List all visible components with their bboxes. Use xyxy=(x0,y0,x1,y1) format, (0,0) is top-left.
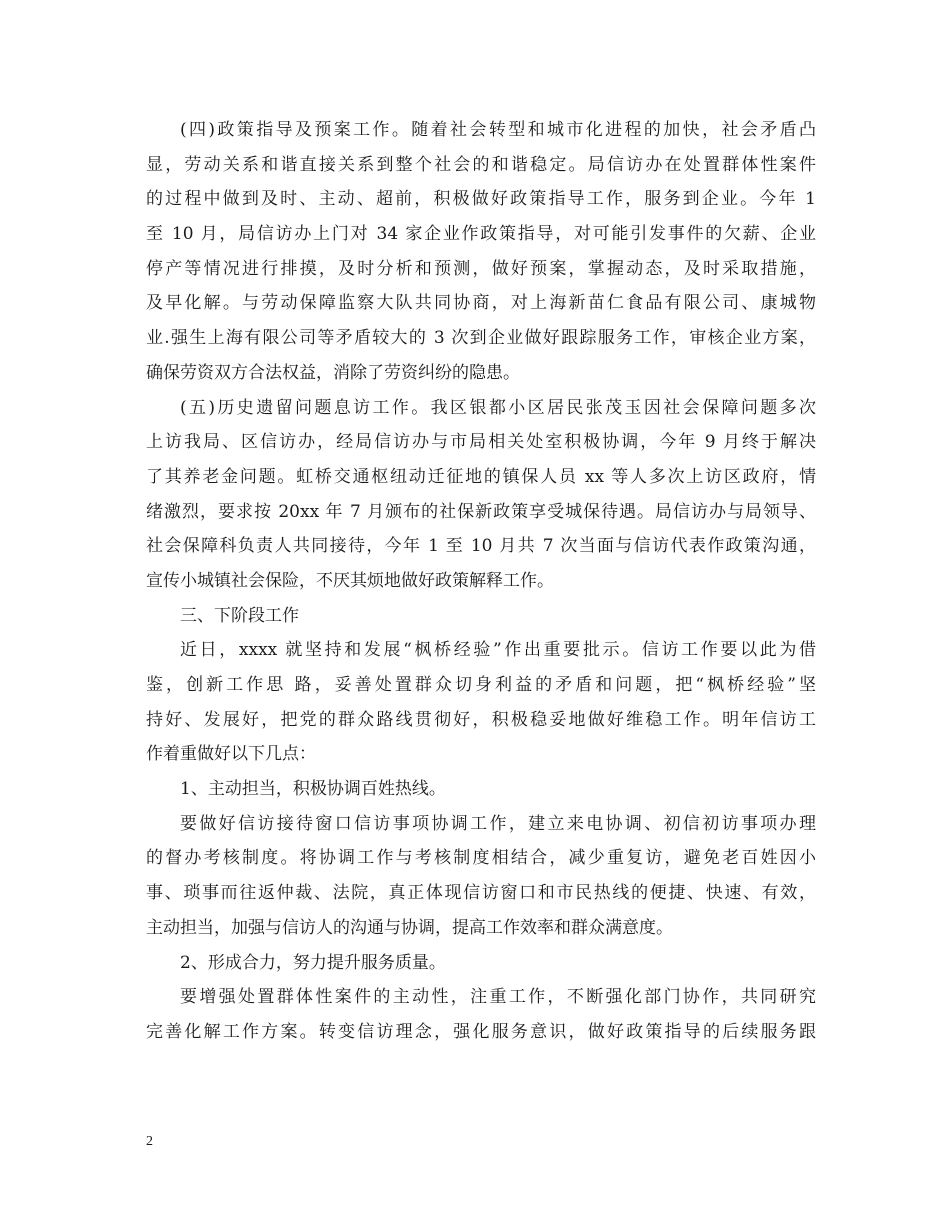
paragraph-line: 完善化解工作方案。转变信访理念，强化服务意识，做好政策指导的后续服务跟 xyxy=(146,1021,816,1042)
paragraph-line: 了其养老金问题。虹桥交通枢纽动迁征地的镇保人员 xx 等人多次上访区政府，情 xyxy=(146,466,816,487)
paragraph-line: 的督办考核制度。将协调工作与考核制度相结合，减少重复访，避免老百姓因小 xyxy=(146,848,816,869)
paragraph-line: 近日，xxxx 就坚持和发展“枫桥经验”作出重要批示。信访工作要以此为借 xyxy=(180,640,816,661)
paragraph-line: 业.强生上海有限公司等矛盾较大的 3 次到企业做好跟踪服务工作，审核企业方案， xyxy=(146,328,816,349)
paragraph-line: 宣传小城镇社会保险，不厌其烦地做好政策解释工作。 xyxy=(146,570,554,591)
paragraph-line: 上访我局、区信访办，经局信访办与市局相关处室积极协调，今年 9 月终于解决 xyxy=(146,432,816,453)
paragraph-line: 的过程中做到及时、主动、超前，积极做好政策指导工作，服务到企业。今年 1 xyxy=(146,189,816,210)
paragraph-line: 停产等情况进行排摸，及时分析和预测，做好预案，掌握动态，及时采取措施， xyxy=(146,258,816,279)
subsection-heading: 1、主动担当，积极协调百姓热线。 xyxy=(180,779,446,800)
paragraph-line: 社会保障科负责人共同接待，今年 1 至 10 月共 7 次当面与信访代表作政策沟通， xyxy=(146,536,816,557)
subsection-heading: 2、形成合力，努力提升服务质量。 xyxy=(180,952,446,973)
paragraph-line: 绪激烈，要求按 20xx 年 7 月颁布的社保新政策享受城保待遇。局信访办与局领导、 xyxy=(146,501,816,522)
section-heading: 三、下阶段工作 xyxy=(180,605,299,626)
paragraph-line: 主动担当，加强与信访人的沟通与协调，提高工作效率和群众满意度。 xyxy=(146,917,673,938)
paragraph-line: (四)政策指导及预案工作。随着社会转型和城市化进程的加快，社会矛盾凸 xyxy=(180,120,816,140)
paragraph-line: 确保劳资双方合法权益，消除了劳资纠纷的隐患。 xyxy=(146,362,520,383)
paragraph-line: 要增强处置群体性案件的主动性，注重工作，不断强化部门协作，共同研究 xyxy=(180,987,816,1008)
page-number: 2 xyxy=(146,1134,153,1149)
paragraph-line: 显，劳动关系和谐直接关系到整个社会的和谐稳定。局信访办在处置群体性案件 xyxy=(146,154,816,175)
paragraph-line: 作着重做好以下几点： xyxy=(146,744,316,765)
document-body xyxy=(146,113,816,1050)
paragraph-line: 要做好信访接待窗口信访事项协调工作，建立来电协调、初信初访事项办理 xyxy=(180,813,816,834)
paragraph-line: 持好、发展好，把党的群众路线贯彻好，积极稳妥地做好维稳工作。明年信访工 xyxy=(146,709,816,730)
paragraph-line: 事、琐事而往返仲裁、法院，真正体现信访窗口和市民热线的便捷、快速、有效， xyxy=(146,883,816,904)
paragraph-line: 鉴，创新工作思 路，妥善处置群众切身利益的矛盾和问题，把“枫桥经验”坚 xyxy=(146,675,816,695)
paragraph-line: 至 10 月，局信访办上门对 34 家企业作政策指导，对可能引发事件的欠薪、企业 xyxy=(146,224,816,245)
paragraph-line: (五)历史遗留问题息访工作。我区银都小区居民张茂玉因社会保障问题多次 xyxy=(180,397,816,418)
paragraph-line: 及早化解。与劳动保障监察大队共同协商，对上海新苗仁食品有限公司、康城物 xyxy=(146,293,816,314)
